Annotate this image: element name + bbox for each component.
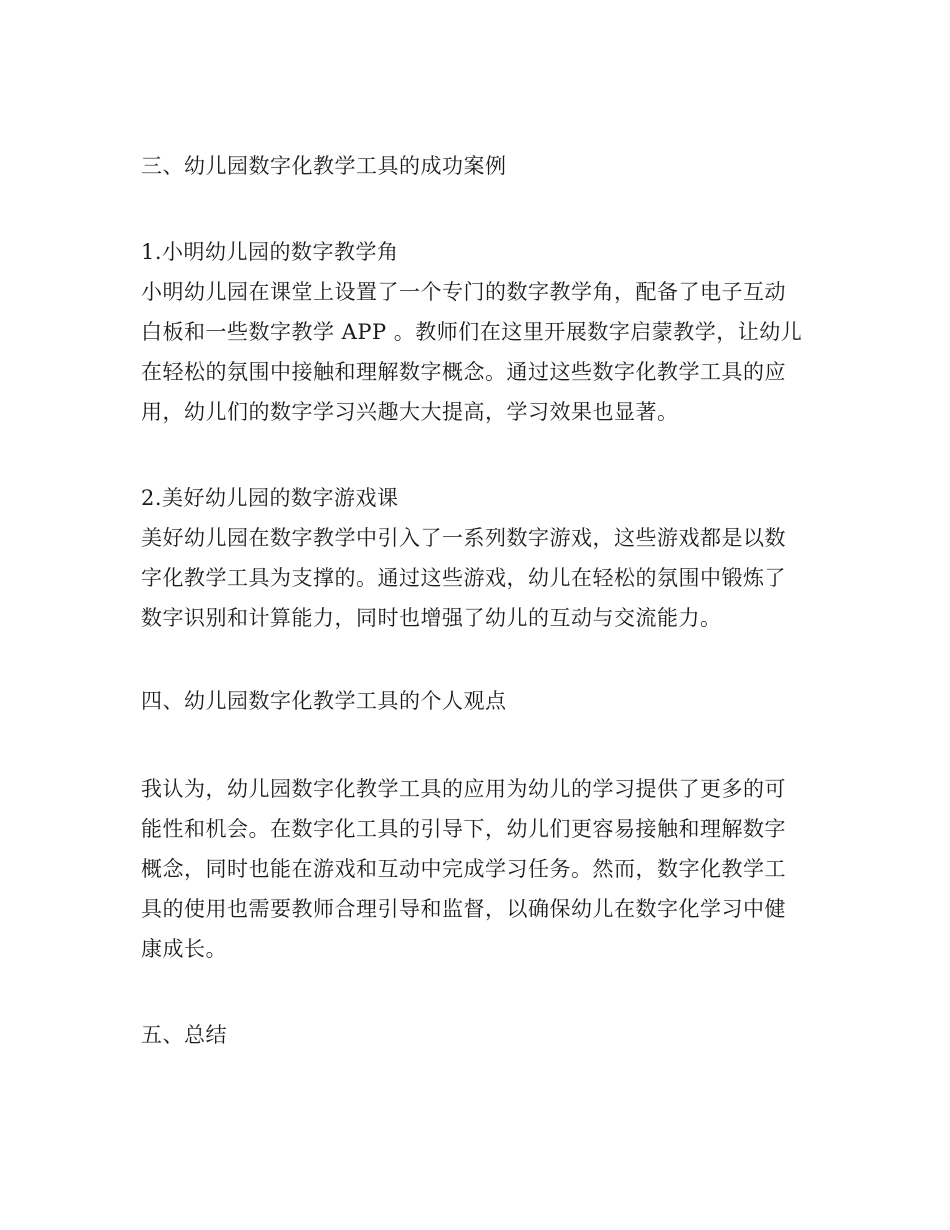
paragraph-line: 具的使用也需要教师合理引导和监督，以确保幼儿在数字化学习中健 (141, 897, 786, 921)
paragraph-line: 字化教学工具为支撑的。通过这些游戏，幼儿在轻松的氛围中锻炼了 (141, 566, 786, 590)
paragraph-line: 小明幼儿园在课堂上设置了一个专门的数字教学角，配备了电子互动 (141, 280, 786, 304)
paragraph-line: 在轻松的氛围中接触和理解数字概念。通过这些数字化教学工具的应 (141, 360, 786, 384)
paragraph-gap (141, 432, 801, 478)
document-body (141, 146, 801, 1055)
paragraph-line: 康成长。 (141, 937, 227, 961)
paragraph-line: 能性和机会。在数字化工具的引导下，幼儿们更容易接触和理解数字 (141, 817, 786, 841)
paragraph-gap (141, 721, 801, 769)
section-heading: 五、总结 (141, 1023, 227, 1047)
paragraph-line: 数字识别和计算能力，同时也增强了幼儿的互动与交流能力。 (141, 606, 722, 630)
paragraph-gap (141, 638, 801, 681)
case-2-title: 2.美好幼儿园的数字游戏课 (141, 486, 399, 510)
paragraph-gap (141, 186, 801, 232)
paragraph-line: 用，幼儿们的数字学习兴趣大大提高，学习效果也显著。 (141, 400, 679, 424)
section-heading: 三、幼儿园数字化教学工具的成功案例 (141, 154, 507, 178)
section-heading: 四、幼儿园数字化教学工具的个人观点 (141, 689, 507, 713)
paragraph-line: 概念，同时也能在游戏和互动中完成学习任务。然而，数字化教学工 (141, 857, 786, 881)
paragraph-line: 我认为，幼儿园数字化教学工具的应用为幼儿的学习提供了更多的可 (141, 777, 786, 801)
paragraph-line: 白板和一些数字教学 APP 。教师们在这里开展数字启蒙教学，让幼儿 (141, 320, 803, 344)
case-1-title: 1.小明幼儿园的数字教学角 (141, 240, 399, 264)
paragraph-gap (141, 969, 801, 1015)
paragraph-line: 美好幼儿园在数字教学中引入了一系列数字游戏，这些游戏都是以数 (141, 526, 786, 550)
